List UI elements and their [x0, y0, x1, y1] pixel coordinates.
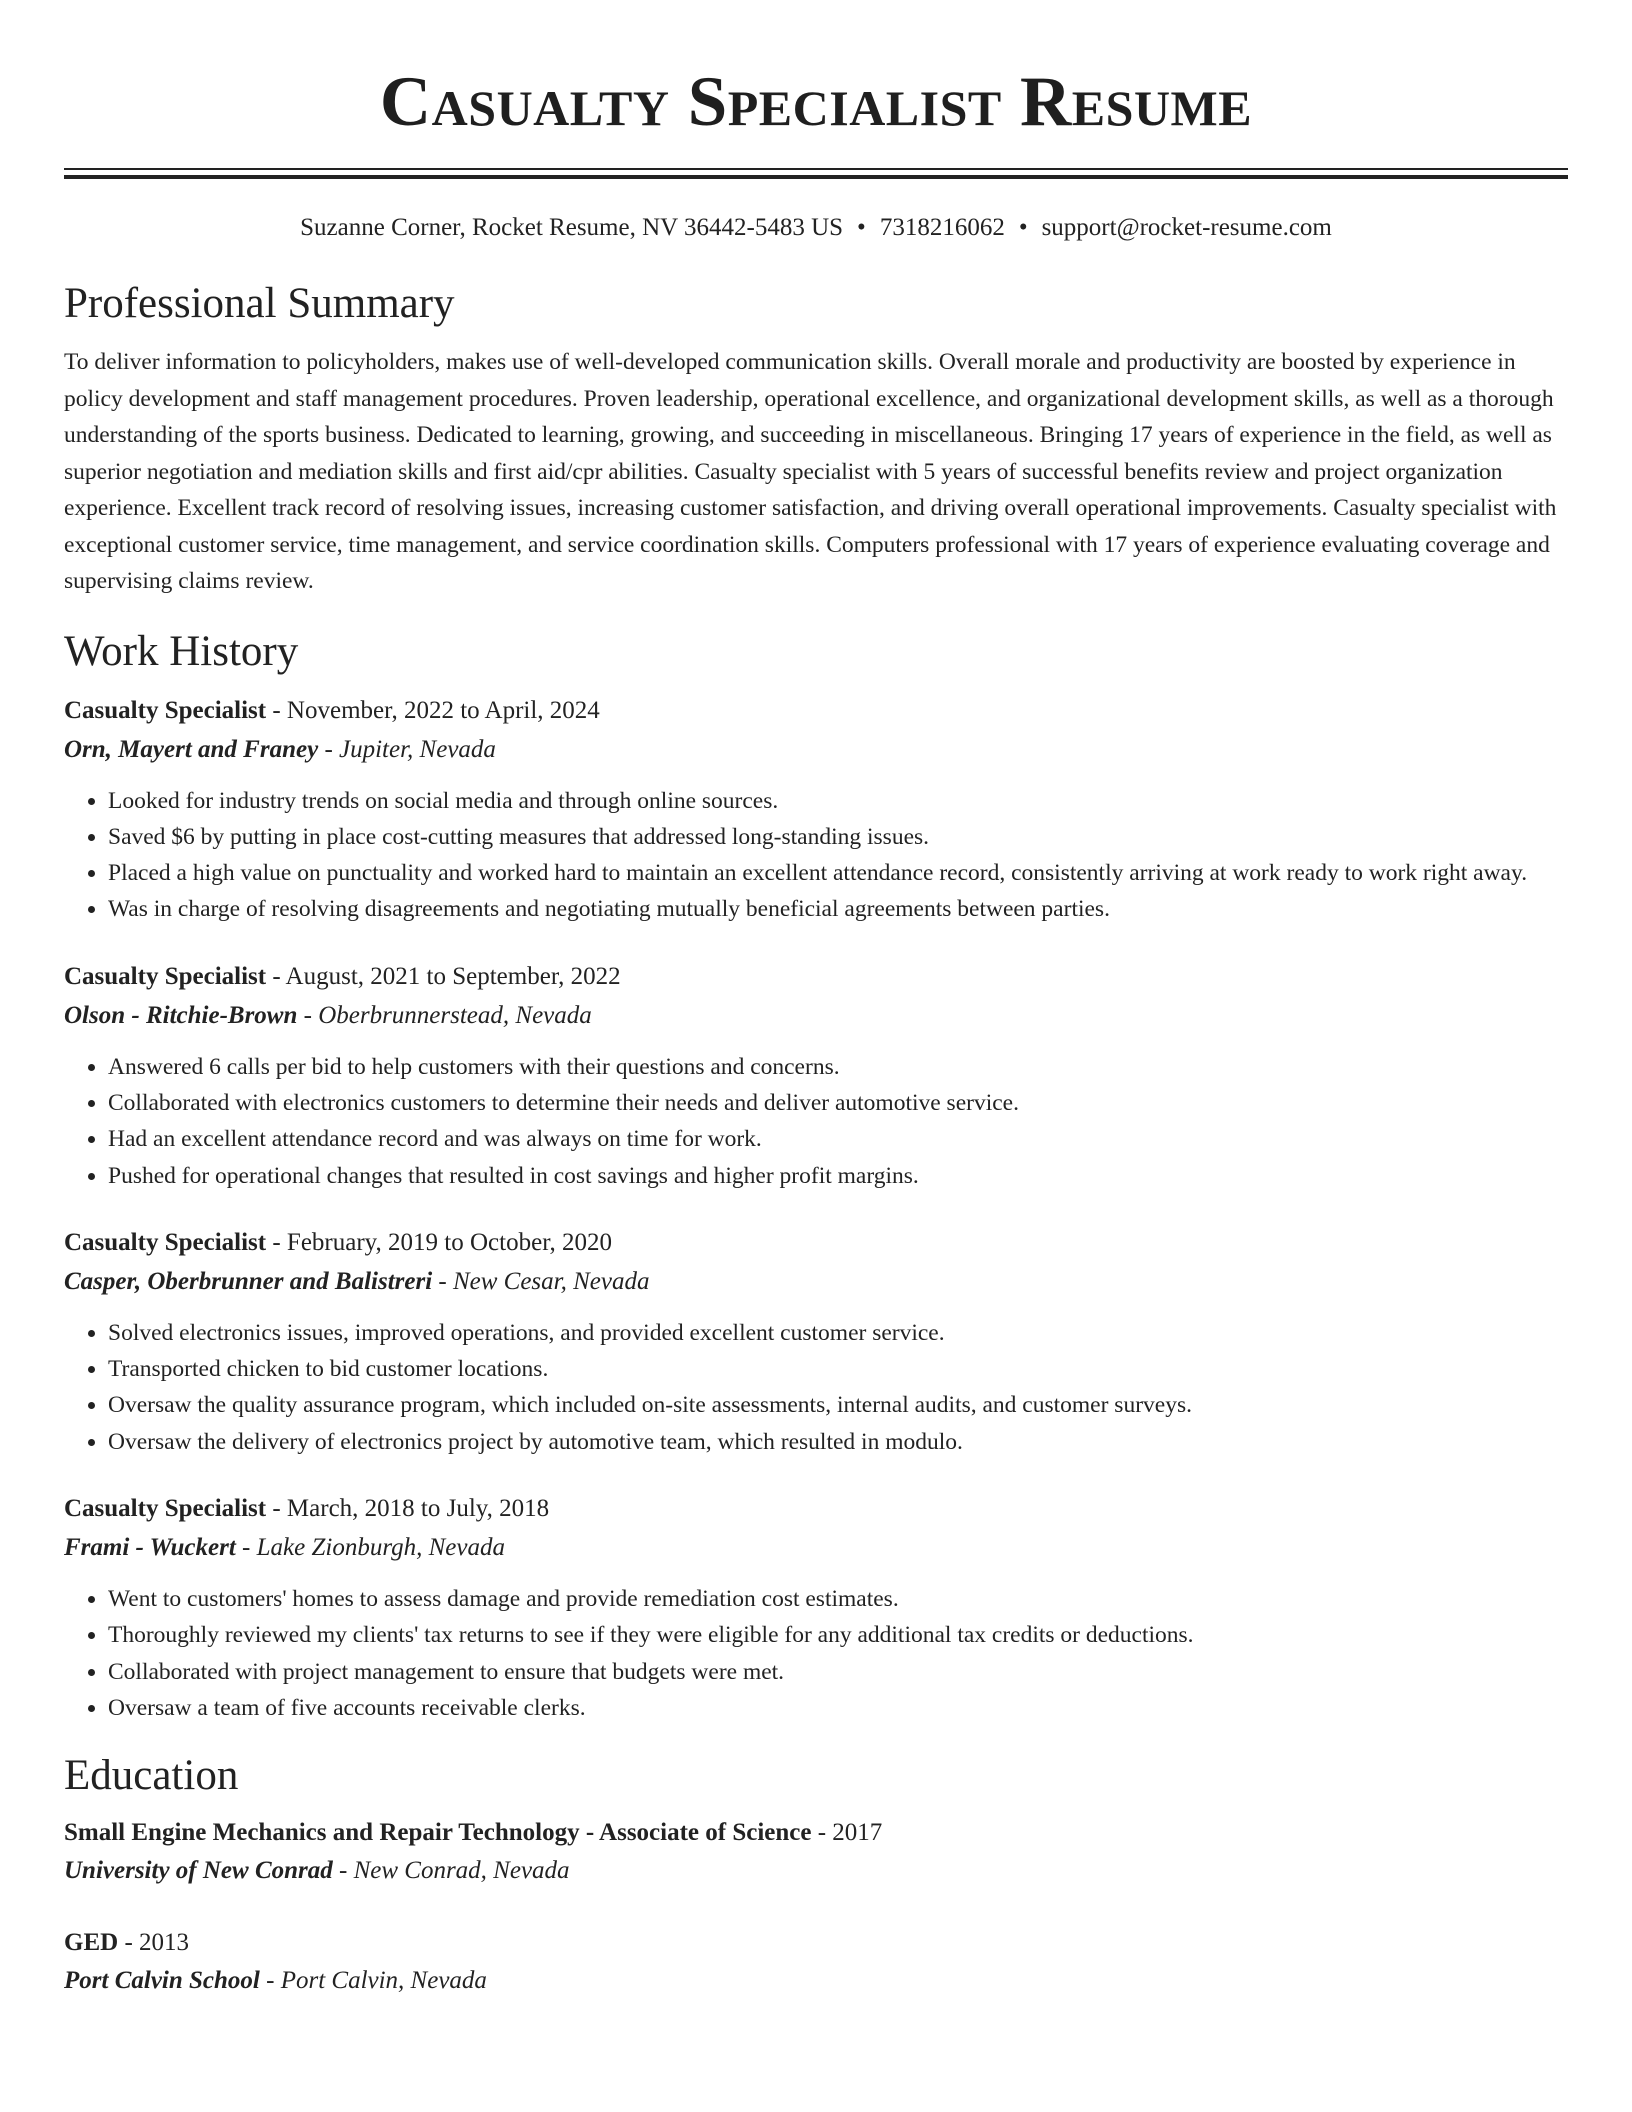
job-bullets	[64, 1049, 1568, 1194]
job-entry	[64, 958, 1568, 1194]
job-dates: - February, 2019 to October, 2020	[266, 1228, 613, 1256]
job-role: Casualty Specialist	[64, 1228, 267, 1256]
job-header	[64, 958, 1568, 996]
job-employer: Frami - Wuckert	[64, 1534, 236, 1562]
list-item: • Answered 6 calls per bid to help customers with their questions and concerns.	[108, 1049, 1568, 1085]
job-dates: - November, 2022 to April, 2024	[266, 696, 600, 724]
summary-heading: Professional Summary	[64, 280, 455, 327]
education-school-line	[64, 1962, 1568, 2000]
list-item: • Thoroughly reviewed my clients' tax returns to see if they were eligible for any additional tax credits or deductions.	[108, 1617, 1568, 1653]
list-item: • Collaborated with electronics customers to determine their needs and deliver automotive service.	[108, 1085, 1568, 1121]
contact-phone: 7318216062	[879, 214, 1005, 241]
contact-line	[64, 212, 1568, 244]
job-role: Casualty Specialist	[64, 1495, 267, 1523]
contact-separator: •	[857, 214, 866, 241]
contact-email: support@rocket-resume.com	[1041, 214, 1332, 241]
list-item: • Oversaw a team of five accounts receivable clerks.	[108, 1690, 1568, 1726]
job-role: Casualty Specialist	[64, 696, 267, 724]
job-location: - Lake Zionburgh, Nevada	[235, 1534, 505, 1562]
job-header	[64, 1224, 1568, 1262]
job-location: - New Cesar, Nevada	[432, 1267, 650, 1295]
list-item: • Pushed for operational changes that resulted in cost savings and higher profit margins.	[108, 1158, 1568, 1194]
job-location: - Jupiter, Nevada	[318, 735, 496, 763]
job-entry	[64, 1490, 1568, 1726]
job-employer-line	[64, 996, 1568, 1035]
list-item: • Collaborated with project management to ensure that budgets were met.	[108, 1654, 1568, 1690]
education-school: Port Calvin School	[64, 1967, 260, 1995]
job-employer-line	[64, 1528, 1568, 1567]
education-degree: GED	[64, 1929, 119, 1957]
list-item: • Placed a high value on punctuality and worked hard to maintain an excellent attendance record, consistently arriving at work ready to work right away.	[108, 855, 1568, 891]
education-school-line	[64, 1852, 1568, 1890]
contact-separator: •	[1018, 214, 1028, 241]
education-school: University of New Conrad	[64, 1857, 333, 1885]
education-entry	[64, 1924, 1568, 2000]
list-item: • Oversaw the quality assurance program, which included on-site assessments, internal audits, and customer surveys.	[108, 1387, 1568, 1423]
job-employer: Casper, Oberbrunner and Balistreri	[64, 1267, 433, 1295]
job-dates: - August, 2021 to September, 2022	[266, 962, 621, 990]
list-item: • Saved $6 by putting in place cost-cutting measures that addressed long-standing issues.	[108, 819, 1568, 855]
job-employer: Orn, Mayert and Franey	[64, 735, 319, 763]
education-heading: Education	[64, 1752, 239, 1800]
job-header	[64, 1490, 1568, 1528]
list-item: • Oversaw the delivery of electronics project by automotive team, which resulted in modulo.	[108, 1424, 1568, 1460]
job-employer-line	[64, 730, 1568, 769]
page-title: Casualty Specialist Resume	[379, 63, 1253, 141]
job-entry	[64, 1224, 1568, 1460]
job-location: - Oberbrunnerstead, Nevada	[297, 1001, 592, 1029]
education-degree: Small Engine Mechanics and Repair Technology - Associate of Science	[64, 1819, 812, 1847]
education-degree-line	[64, 1924, 1568, 1962]
job-employer: Olson - Ritchie-Brown	[64, 1001, 298, 1029]
job-entry	[64, 692, 1568, 928]
list-item: • Looked for industry trends on social media and through online sources.	[108, 783, 1568, 819]
contact-address: Suzanne Corner, Rocket Resume, NV 36442-5483 US	[300, 214, 844, 241]
title-divider	[64, 168, 1568, 179]
education-degree-line	[64, 1814, 1568, 1852]
job-role: Casualty Specialist	[64, 962, 267, 990]
job-header	[64, 692, 1568, 730]
education-entry	[64, 1814, 1568, 1890]
job-dates: - March, 2018 to July, 2018	[266, 1495, 550, 1523]
job-bullets	[64, 1581, 1568, 1726]
job-bullets	[64, 1315, 1568, 1460]
education-location: - Port Calvin, Nevada	[259, 1967, 487, 1995]
list-item: • Was in charge of resolving disagreements and negotiating mutually beneficial agreements between parties.	[108, 891, 1568, 927]
job-bullets	[64, 783, 1568, 928]
list-item: • Had an excellent attendance record and was always on time for work.	[108, 1121, 1568, 1157]
job-employer-line	[64, 1262, 1568, 1301]
list-item: • Went to customers' homes to assess damage and provide remediation cost estimates.	[108, 1581, 1568, 1617]
list-item: • Transported chicken to bid customer locations.	[108, 1351, 1568, 1387]
list-item: • Solved electronics issues, improved operations, and provided excellent customer service.	[108, 1315, 1568, 1351]
work-history-heading: Work History	[64, 627, 299, 675]
education-year: - 2017	[811, 1819, 883, 1847]
education-year: - 2013	[118, 1929, 190, 1957]
summary-text: To deliver information to policyholders, makes use of well-developed communication skills. Overall morale and productivity are boosted by experience in policy development and staff management procedures. Proven leadership, operational excellence, and organizational development skills, as well as a thorough understanding of the sports business. Dedicated to learning, growing, and succeeding in miscellaneous. Bringing 17 years of experience in the field, as well as superior negotiation and mediation skills and first aid/cpr abilities. Casualty specialist with 5 years of successful benefits review and project organization experience. Excellent track record of resolving issues, increasing customer satisfaction, and driving overall operational improvements. Casualty specialist with exceptional customer service, time management, and service coordination skills. Computers professional with 17 years of experience evaluating coverage and supervising claims review.	[64, 349, 1557, 594]
education-location: - New Conrad, Nevada	[332, 1857, 570, 1885]
